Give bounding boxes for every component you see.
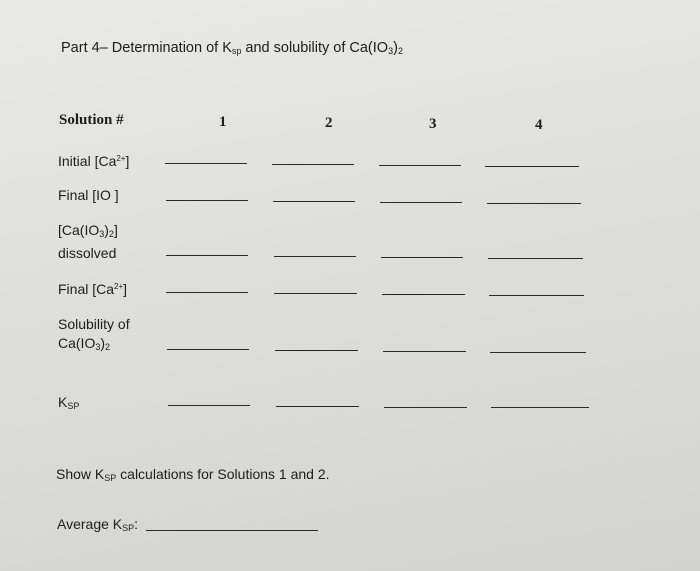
blank-ksp-1[interactable] [168,405,250,406]
blank-final-io-3[interactable] [380,202,462,203]
row-label-initial-ca: Initial $[Ca^{2+}]$ [58,153,130,169]
blank-solubility-1[interactable] [167,349,249,350]
average-ksp-label: Average $K_{SP}$: [57,516,139,533]
row-label-caio3-dissolved: $[Ca(IO_3)_2]$ dissolved [58,222,118,261]
blank-initial-ca-3[interactable] [379,165,461,166]
blank-final-ca-1[interactable] [166,292,248,293]
blank-dissolved-2[interactable] [274,256,356,257]
row-label-solubility: Solubility of $Ca(IO_3)_2$ [58,316,130,352]
blank-solubility-4[interactable] [490,352,586,353]
blank-solubility-3[interactable] [383,351,466,352]
column-header-1: 1 [219,114,227,130]
blank-final-io-4[interactable] [487,203,581,204]
blank-final-ca-2[interactable] [274,293,357,294]
row-label-ksp: $K_{SP}$ [58,394,80,411]
blank-final-io-2[interactable] [273,201,355,202]
blank-final-ca-3[interactable] [382,294,465,295]
blank-ksp-2[interactable] [276,406,359,407]
column-header-3: 3 [429,116,437,132]
blank-ksp-3[interactable] [384,407,467,408]
blank-dissolved-3[interactable] [381,257,463,258]
blank-average-ksp[interactable] [146,530,318,531]
column-header-4: 4 [535,117,543,133]
blank-ksp-4[interactable] [491,407,589,408]
solution-number-label: Solution # [59,112,124,128]
calculations-instruction: Show $K_{SP}$ calculations for Solutions 1 and 2. [56,466,330,483]
blank-dissolved-1[interactable] [166,255,248,256]
blank-solubility-2[interactable] [275,350,358,351]
blank-final-io-1[interactable] [166,200,248,201]
blank-dissolved-4[interactable] [488,258,583,259]
row-label-final-ca: Final $[Ca^{2+}]$ [58,281,128,297]
blank-initial-ca-4[interactable] [485,166,579,167]
page-title: Part 4– Determination of $K_{sp}$ and solubility of $Ca(IO_3)_2$ [61,40,403,56]
bleed-through-marks [380,86,387,117]
column-header-2: 2 [325,115,333,131]
blank-initial-ca-2[interactable] [272,164,354,165]
blank-final-ca-4[interactable] [489,295,584,296]
row-label-final-io: Final [IO ] [58,187,119,203]
blank-initial-ca-1[interactable] [165,163,247,164]
